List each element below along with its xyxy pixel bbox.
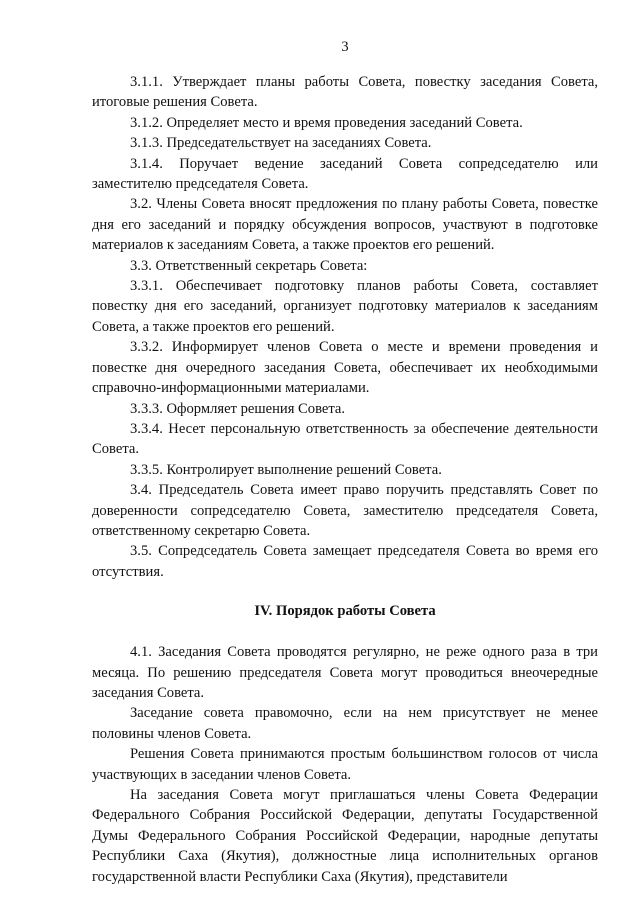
paragraph-3-3-5: 3.3.5. Контролирует выполнение решений Совета. — [130, 461, 442, 478]
paragraph-3-2: 3.2. Члены Совета вносят предложения по плану работы Совета, повестке дня его заседаний и порядку обсуждения вопросов, участвуют в подготовке материалов к заседаниям Совета, а также проектов его решений. — [92, 196, 598, 254]
paragraph-3-1-3: 3.1.3. Председательствует на заседаниях Совета. — [130, 135, 432, 152]
paragraph-3-3-2: 3.3.2. Информирует членов Совета о месте и времени проведения и повестке дня очередного заседания Совета, обеспечивает их необходимыми справочно-информационными материалами. — [92, 339, 598, 397]
page-number: 3 — [341, 39, 349, 55]
paragraph-4-1: 4.1. Заседания Совета проводятся регулярно, не реже одного раза в три месяца. По решению председателя Совета могут проводиться внеочередные заседания Совета. — [92, 644, 598, 701]
paragraph-3-1-4: 3.1.4. Поручает ведение заседаний Совета сопредседателю или заместителю председателя Совета. — [92, 155, 598, 193]
paragraph-3-3-3: 3.3.3. Оформляет решения Совета. — [130, 400, 346, 417]
paragraph-3-3-4: 3.3.4. Несет персональную ответственность за обеспечение деятельности Совета. — [92, 420, 598, 458]
paragraph-3-3-1: 3.3.1. Обеспечивает подготовку планов работы Совета, составляет повестку дня его заседаний, организует подготовку материалов к заседаниям Совета, а также проектов его решений. — [92, 278, 598, 335]
paragraph-3-1-2: 3.1.2. Определяет место и время проведения заседаний Совета. — [130, 114, 523, 131]
paragraph-invitations: На заседания Совета могут приглашаться члены Совета Федерации Федерального Собрания Российской Федерации, депутаты Государственной Думы Федерального Собрания Российской Федерации, народные депутаты Республики Саха (Якутия), должностные лица исполнительных органов государственной власти Республики Саха (Якутия), представители — [92, 787, 598, 885]
paragraph-3-5: 3.5. Сопредседатель Совета замещает председателя Совета во время его отсутствия. — [92, 543, 598, 580]
paragraph-decisions: Решения Совета принимаются простым большинством голосов от числа участвующих в заседании членов Совета. — [92, 746, 598, 783]
paragraph-3-3: 3.3. Ответственный секретарь Совета: — [130, 257, 368, 274]
paragraph-quorum: Заседание совета правомочно, если на нем присутствует не менее половины членов Совета. — [92, 705, 598, 742]
paragraph-3-1-1: 3.1.1. Утверждает планы работы Совета, повестку заседания Совета, итоговые решения Совета. — [92, 74, 598, 111]
section-heading: IV. Порядок работы Совета — [254, 603, 436, 620]
paragraph-3-4: 3.4. Председатель Совета имеет право поручить представлять Совет по доверенности сопредседателю Совета, заместителю председателя Совета, ответственному секретарю Совета. — [92, 482, 598, 539]
